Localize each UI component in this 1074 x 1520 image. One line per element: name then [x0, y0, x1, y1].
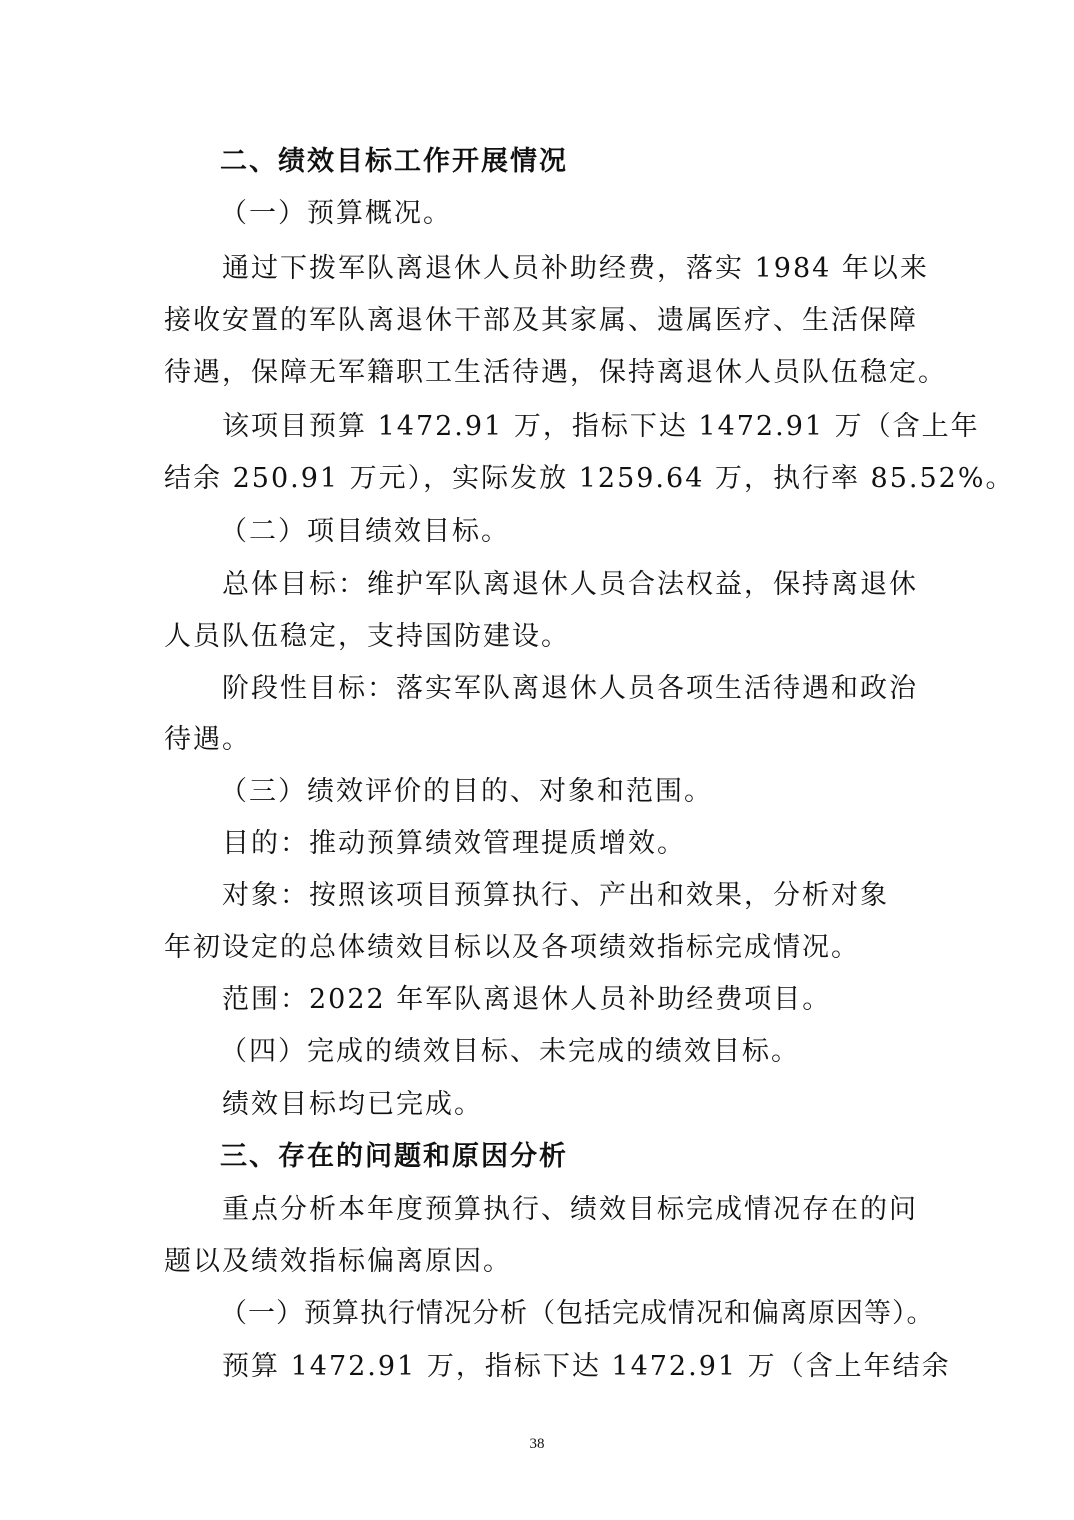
section-heading-problems-analysis: 三、存在的问题和原因分析 — [220, 1141, 568, 1172]
paragraph-line: 重点分析本年度预算执行、绩效目标完成情况存在的问 — [222, 1194, 918, 1225]
paragraph-line: 待遇，保障无军籍职工生活待遇，保持离退休人员队伍稳定。 — [164, 357, 947, 388]
paragraph-line: 年初设定的总体绩效目标以及各项绩效指标完成情况。 — [164, 932, 860, 963]
paragraph-line: 人员队伍稳定，支持国防建设。 — [164, 621, 570, 652]
paragraph-line: 阶段性目标：落实军队离退休人员各项生活待遇和政治 — [222, 673, 918, 704]
subheading-evaluation-purpose-scope: （三）绩效评价的目的、对象和范围。 — [220, 776, 713, 807]
paragraph-line: 该项目预算 1472.91 万，指标下达 1472.91 万（含上年 — [222, 411, 980, 442]
paragraph-line: 总体目标：维护军队离退休人员合法权益，保持离退休 — [222, 569, 918, 600]
paragraph-line: 对象：按照该项目预算执行、产出和效果，分析对象 — [222, 880, 889, 911]
paragraph-line: 范围：2022 年军队离退休人员补助经费项目。 — [222, 984, 832, 1015]
subheading-budget-overview: （一）预算概况。 — [220, 198, 452, 229]
paragraph-line: 待遇。 — [164, 724, 251, 755]
subheading-budget-execution-analysis: （一）预算执行情况分析（包括完成情况和偏离原因等）。 — [220, 1298, 935, 1329]
page-number: 38 — [529, 1436, 545, 1452]
subheading-project-goals: （二）项目绩效目标。 — [220, 516, 510, 547]
paragraph-line: 结余 250.91 万元），实际发放 1259.64 万，执行率 85.52%。 — [164, 463, 1015, 494]
paragraph-line: 目的：推动预算绩效管理提质增效。 — [222, 828, 686, 859]
paragraph-line: 通过下拨军队离退休人员补助经费，落实 1984 年以来 — [222, 253, 929, 284]
paragraph-line: 预算 1472.91 万，指标下达 1472.91 万（含上年结余 — [222, 1351, 951, 1382]
paragraph-line: 题以及绩效指标偏离原因。 — [164, 1246, 512, 1277]
paragraph-line: 绩效目标均已完成。 — [222, 1089, 483, 1120]
paragraph-line: 接收安置的军队离退休干部及其家属、遗属医疗、生活保障 — [164, 305, 918, 336]
subheading-completed-goals: （四）完成的绩效目标、未完成的绩效目标。 — [220, 1036, 800, 1067]
section-heading-performance-work: 二、绩效目标工作开展情况 — [220, 146, 568, 177]
